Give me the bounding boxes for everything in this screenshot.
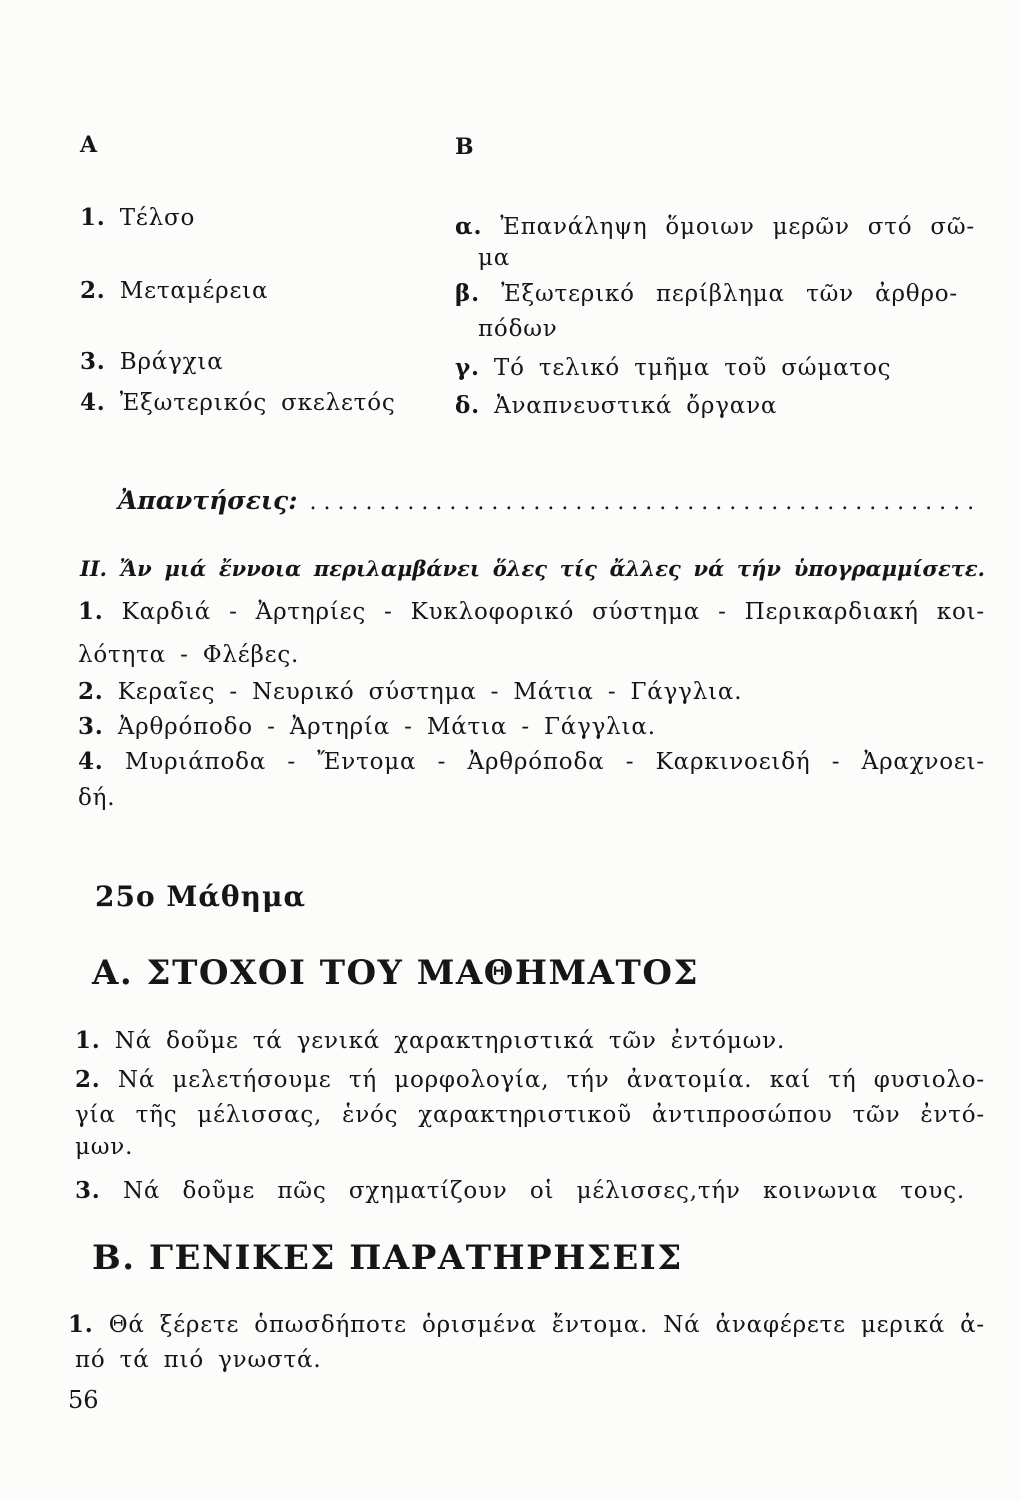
section-a-item xyxy=(75,1065,985,1095)
item-text: Ἐξωτερικό περίβλημα τῶν ἀρθρο- xyxy=(501,281,958,307)
item-text: Ἐξωτερικός σκελετός xyxy=(119,390,396,416)
item-number: 1. xyxy=(68,1311,94,1338)
column-b-item xyxy=(455,279,958,309)
exercise-ii-item xyxy=(78,677,742,707)
lesson-title: 25ο Μάθημα xyxy=(95,880,307,913)
item-letter: γ. xyxy=(455,354,480,381)
exercise-ii-item xyxy=(78,747,985,777)
item-number: 4. xyxy=(78,748,104,775)
section-b-item xyxy=(68,1310,985,1340)
item-number: 1. xyxy=(80,204,106,231)
exercise-ii-title: II. Ἄν μιά ἔννοια περιλαμβάνει ὅλες τίς ἄλλες νά τήν ὑπογραμμίσετε. xyxy=(80,556,985,581)
item-text: Μυριάποδα - Ἔντομα - Ἀρθρόποδα - Καρκινοειδή - Ἀραχνοει- xyxy=(124,749,985,775)
item-number: 2. xyxy=(80,277,106,304)
item-text: Νά δοῦμε πῶς σχηματίζουν οἱ μέλισσες,τήν κοινωνια τους. xyxy=(122,1178,965,1204)
item-text: Βράγχια xyxy=(119,349,224,375)
item-number: 3. xyxy=(78,713,104,740)
item-text: δή. xyxy=(78,785,116,811)
exercise-ii-item xyxy=(78,597,985,627)
item-number: 3. xyxy=(80,348,106,375)
item-text: Κεραῖες - Νευρικό σύστημα - Μάτια - Γάγγλια. xyxy=(117,679,743,705)
column-b-header: Β xyxy=(455,134,474,160)
item-text: Θά ξέρετε ὁπωσδήποτε ὁρισμένα ἔντομα. Νά ἀναφέρετε μερικά ἀ- xyxy=(108,1312,985,1338)
exercise-ii-item xyxy=(78,712,656,742)
item-text: λότητα - Φλέβες. xyxy=(78,642,300,668)
exercise-ii-item-continuation xyxy=(78,783,115,813)
item-letter: β. xyxy=(455,280,480,307)
item-text: μων. xyxy=(75,1134,134,1160)
item-text: Ἀρθρόποδο - Ἀρτηρία - Μάτια - Γάγγλια. xyxy=(117,714,656,740)
item-text: Μεταμέρεια xyxy=(119,278,269,304)
item-text: πό τά πιό γνωστά. xyxy=(75,1347,322,1373)
item-text: Τό τελικό τμῆμα τοῦ σώματος xyxy=(493,355,892,381)
item-text: Ἐπανάληψη ὅμοιων μερῶν στό σῶ- xyxy=(500,214,975,240)
answers-line xyxy=(118,484,985,518)
item-text: Τέλσο xyxy=(119,205,196,231)
column-b-item-continuation xyxy=(478,243,510,273)
column-b-item xyxy=(455,212,975,242)
item-text: πόδων xyxy=(478,316,558,342)
section-a-item-continuation xyxy=(75,1132,133,1162)
column-a-item xyxy=(80,276,268,306)
section-a-item xyxy=(75,1176,965,1206)
column-a-item xyxy=(80,347,224,377)
item-text: μα xyxy=(478,245,511,271)
column-b-item xyxy=(455,353,891,383)
item-number: 3. xyxy=(75,1177,101,1204)
column-a-header: Α xyxy=(80,132,98,158)
item-text: Νά μελετήσουμε τή μορφολογία, τήν ἀνατομία. καί τή φυσιολο- xyxy=(117,1067,985,1093)
item-letter: α. xyxy=(455,213,483,240)
item-text: Νά δοῦμε τά γενικά χαρακτηριστικά τῶν ἐντόμων. xyxy=(114,1028,786,1054)
item-number: 1. xyxy=(78,598,104,625)
section-b-heading: Β. ΓΕΝΙΚΕΣ ΠΑΡΑΤΗΡΗΣΕΙΣ xyxy=(92,1238,683,1278)
item-text: γία τῆς μέλισσας, ἑνός χαρακτηριστικοῦ ἀντιπροσώπου τῶν ἐντό- xyxy=(75,1102,985,1128)
item-text: Καρδιά - Ἀρτηρίες - Κυκλοφορικό σύστημα - Περικαρδιακή κοι- xyxy=(121,599,985,625)
page-number: 56 xyxy=(68,1386,99,1414)
item-letter: δ. xyxy=(455,392,480,419)
item-number: 2. xyxy=(75,1066,101,1093)
item-number: 4. xyxy=(80,389,106,416)
item-number: 2. xyxy=(78,678,104,705)
item-number: 1. xyxy=(75,1027,101,1054)
section-a-item xyxy=(75,1026,785,1056)
section-b-item-continuation xyxy=(75,1345,321,1375)
section-a-item-continuation xyxy=(75,1100,985,1130)
item-text: Ἀναπνευστικά ὄργανα xyxy=(494,393,778,419)
answers-dotted-leader: ................................................ xyxy=(309,490,982,515)
column-a-item xyxy=(80,203,195,233)
column-b-item xyxy=(455,391,777,421)
column-a-item xyxy=(80,388,396,418)
exercise-ii-item-continuation xyxy=(78,640,299,670)
answers-label: Ἀπαντήσεις: xyxy=(118,486,298,515)
section-a-heading: Α. ΣΤΟΧΟΙ ΤΟΥ ΜΑΘΗΜΑΤΟΣ xyxy=(92,953,700,993)
column-b-item-continuation xyxy=(478,314,558,344)
